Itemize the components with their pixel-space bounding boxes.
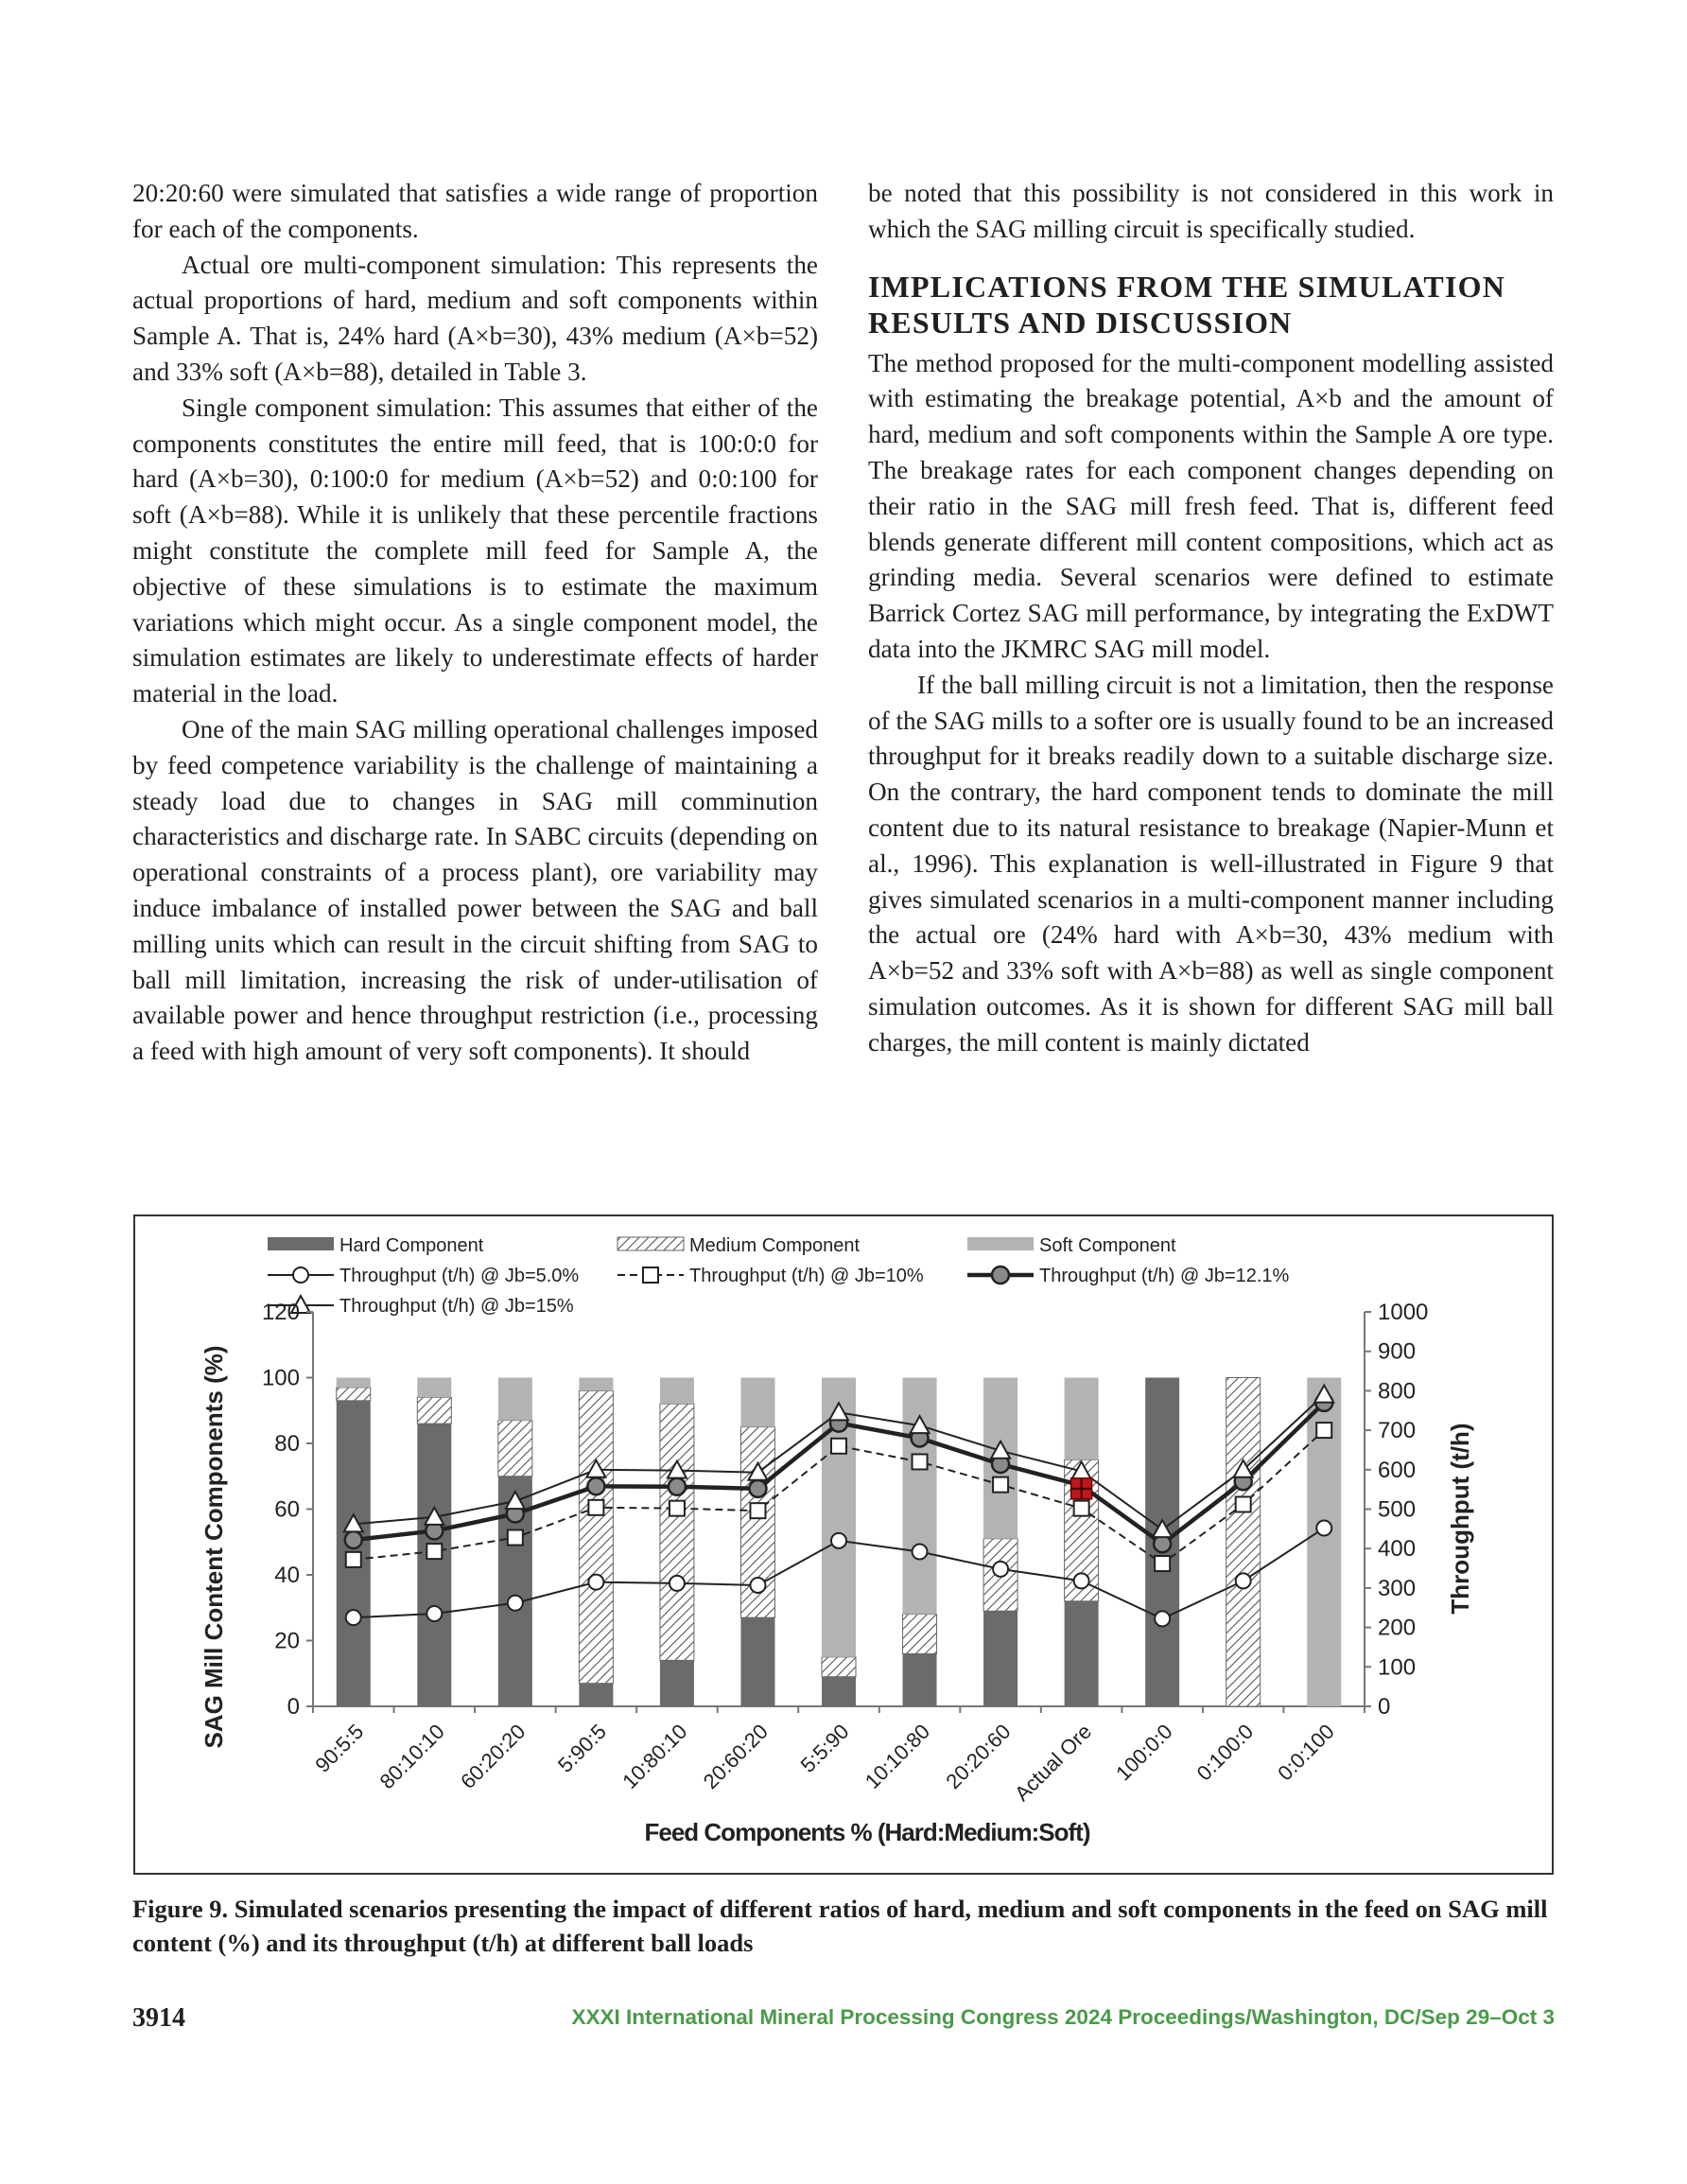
chart-legend bbox=[268, 1235, 1290, 1317]
legend-label: Throughput (t/h) @ Jb=5.0% bbox=[339, 1266, 580, 1286]
x-category-label: 20:60:20 bbox=[698, 1719, 773, 1794]
y-tick-label-left: 120 bbox=[261, 1300, 300, 1325]
x-category-label: 10:80:10 bbox=[617, 1719, 692, 1794]
paragraph: One of the main SAG milling operational challenges imposed by feed competence variability is the challenge of maintaining a steady load due to changes in SAG mill comminution characteristics and discharge rate. In SABC circuits (depending on operational constraints of a process plant), ore variability may induce imbalance of installed power between the SAG and ball milling units which can result in the circuit shifting from SAG to ball mill limitation, increasing the risk of under-utilisation of available power and hence throughput restriction (i.e., processing a feed with high amount of very soft components). It should bbox=[132, 714, 818, 1066]
bar-segment bbox=[337, 1388, 371, 1401]
bar-segment bbox=[417, 1378, 451, 1398]
y-tick-label-right: 700 bbox=[1378, 1418, 1417, 1444]
y-tick-label-right: 600 bbox=[1378, 1457, 1417, 1483]
y-tick-label-left: 0 bbox=[287, 1694, 300, 1720]
y-tick-label-right: 400 bbox=[1378, 1536, 1417, 1563]
line-point bbox=[1316, 1423, 1331, 1438]
line-point bbox=[426, 1606, 442, 1621]
legend-label: Soft Component bbox=[1039, 1235, 1176, 1256]
y-tick-label-right: 1000 bbox=[1378, 1300, 1429, 1325]
x-category-label: 20:20:60 bbox=[941, 1719, 1016, 1794]
bar-segment bbox=[660, 1660, 694, 1706]
y-axis-title-left: SAG Mill Content Components (%) bbox=[200, 1345, 228, 1749]
bar-segment bbox=[660, 1404, 694, 1660]
x-category-label: 0:0:100 bbox=[1273, 1719, 1339, 1786]
line-point bbox=[831, 1439, 846, 1454]
bar-segment bbox=[822, 1677, 856, 1706]
line-point bbox=[643, 1267, 658, 1283]
line-point bbox=[1155, 1611, 1170, 1626]
bar-segment bbox=[740, 1378, 774, 1427]
paragraph: Single component simulation: This assumes that either of the components constitutes the entire mill feed, that is 100:0:0 for hard (A×b=30), 0:100:0 for medium (A×b=52) and 0:0:100 for soft (A×b=88). While it is unlikely that these percentile fractions might constitute the complete mill feed for Sample A, the objective of these simulations is to estimate the maximum variations which might occur. As a single component model, the simulation estimates are likely to underestimate effects of harder material in the load. bbox=[132, 393, 818, 708]
line-point bbox=[831, 1533, 846, 1548]
figure-9-chart bbox=[133, 1214, 1554, 1875]
y-tick-label-right: 200 bbox=[1378, 1615, 1417, 1641]
line-point bbox=[426, 1544, 442, 1559]
y-tick-label-right: 800 bbox=[1378, 1378, 1417, 1405]
y-tick-label-right: 0 bbox=[1378, 1694, 1391, 1720]
x-category-label: Actual Ore bbox=[1009, 1719, 1097, 1807]
paragraph: If the ball milling circuit is not a limitation, then the response of the SAG mills to a softer ore is usually found to be an increased throughput for it breaks readily down to a suitable discharge size. On the contrary, the hard component tends to dominate the mill content due to its natural resistance to breakage (Napier-Munn et al., 1996). This explanation is well-illustrated in Figure 9 that gives simulated scenarios in a multi-component manner including the actual ore (24% hard with A×b=30, 43% medium with A×b=52 and 33% soft with A×b=88) as well as single component simulation outcomes. As it is shown for different SAG mill ball charges, the mill content is mainly dictated bbox=[868, 670, 1554, 1057]
x-category-label: 90:5:5 bbox=[310, 1719, 369, 1777]
paragraph: The method proposed for the multi-component modelling assisted with estimating the breakage potential, A×b and the amount of hard, medium and soft components within the Sample A ore type. The breakage rates for each component changes depending on their ratio in the SAG mill fresh feed. That is, different feed blends generate different mill content compositions, which act as grinding media. Several scenarios were defined to estimate Barrick Cortez SAG mill performance, by integrating the ExDWT data into the JKMRC SAG mill model. bbox=[868, 348, 1554, 663]
line-point bbox=[749, 1480, 766, 1497]
line-point bbox=[1316, 1521, 1331, 1536]
line-point bbox=[345, 1531, 362, 1548]
line-point bbox=[588, 1575, 603, 1590]
bar-segment bbox=[1226, 1378, 1261, 1707]
legend-swatch bbox=[967, 1237, 1034, 1250]
y-axis-title-right: Throughput (t/h) bbox=[1446, 1423, 1474, 1615]
y-tick-label-left: 20 bbox=[274, 1628, 300, 1654]
y-tick-label-right: 500 bbox=[1378, 1496, 1417, 1523]
legend-label: Medium Component bbox=[689, 1235, 861, 1256]
line-point bbox=[993, 1477, 1008, 1493]
legend-label: Throughput (t/h) @ Jb=10% bbox=[689, 1266, 924, 1286]
paragraph: be noted that this possibility is not considered in this work in which the SAG milling circuit is specifically studied. bbox=[868, 179, 1554, 243]
legend-label: Hard Component bbox=[339, 1235, 484, 1256]
line-point bbox=[346, 1552, 361, 1567]
bar-segment bbox=[498, 1378, 532, 1421]
bar-segment bbox=[417, 1397, 451, 1424]
line-point bbox=[508, 1530, 523, 1546]
bar-segment bbox=[498, 1421, 532, 1476]
line-point bbox=[913, 1454, 928, 1469]
x-category-label: 5:5:90 bbox=[795, 1719, 854, 1777]
legend-label: Throughput (t/h) @ Jb=12.1% bbox=[1039, 1266, 1290, 1286]
x-category-label: 100:0:0 bbox=[1111, 1719, 1177, 1786]
y-tick-label-right: 300 bbox=[1378, 1575, 1417, 1601]
bar-segment bbox=[417, 1424, 451, 1706]
line-point bbox=[992, 1267, 1009, 1284]
bar-segment bbox=[903, 1653, 937, 1706]
bar-segment bbox=[903, 1615, 937, 1654]
line-point bbox=[750, 1503, 765, 1518]
y-tick-label-left: 60 bbox=[274, 1496, 300, 1523]
bar-segment bbox=[740, 1617, 774, 1706]
bar-segment bbox=[579, 1378, 613, 1391]
bar-segment bbox=[903, 1378, 937, 1615]
line-point bbox=[913, 1545, 928, 1560]
x-category-label: 5:90:5 bbox=[552, 1719, 611, 1777]
bar-segment bbox=[983, 1611, 1017, 1706]
y-tick-label-right: 900 bbox=[1378, 1338, 1417, 1365]
line-point bbox=[1074, 1573, 1089, 1588]
line-point bbox=[508, 1596, 523, 1611]
x-axis-title: Feed Components % (Hard:Medium:Soft) bbox=[644, 1818, 1090, 1846]
line-point bbox=[293, 1267, 308, 1283]
x-category-label: 10:10:80 bbox=[860, 1719, 935, 1794]
x-category-label: 80:10:10 bbox=[374, 1719, 449, 1794]
bar-segment bbox=[579, 1684, 613, 1706]
x-category-label: 60:20:20 bbox=[456, 1719, 530, 1794]
bar-segment bbox=[822, 1657, 856, 1677]
paragraph: Actual ore multi-component simulation: This represents the actual proportions of hard, medium and soft components within Sample A. That is, 24% hard (A×b=30), 43% medium (A×b=52) and 33% soft (A×b=88), detailed in Table 3. bbox=[132, 250, 818, 386]
running-footer: XXXI International Mineral Processing Congress 2024 Proceedings/Washington, DC/Sep 29–Oct 3 bbox=[571, 2005, 1555, 2029]
line-point bbox=[669, 1478, 686, 1495]
x-category-label: 0:100:0 bbox=[1191, 1719, 1259, 1786]
line-point bbox=[670, 1576, 685, 1591]
figure-caption: Figure 9. Simulated scenarios presenting the impact of different ratios of hard, medium and soft components in the feed on SAG mill content (%) and its throughput (t/h) at different ball loads bbox=[132, 1895, 1548, 1957]
y-tick-label-right: 100 bbox=[1378, 1654, 1417, 1681]
line-point bbox=[1236, 1496, 1251, 1511]
line-point bbox=[1155, 1556, 1170, 1571]
line-point bbox=[993, 1562, 1008, 1577]
line-point bbox=[346, 1610, 361, 1625]
paragraph: 20:20:60 were simulated that satisfies a wide range of proportion for each of the components. bbox=[132, 179, 818, 243]
y-tick-label-left: 40 bbox=[274, 1563, 300, 1588]
legend-swatch bbox=[617, 1237, 684, 1250]
line-point bbox=[750, 1578, 765, 1593]
section-heading: IMPLICATIONS FROM THE SIMULATION RESULTS AND DISCUSSION bbox=[868, 269, 1506, 340]
line-point bbox=[1236, 1573, 1251, 1588]
bar-segment bbox=[1065, 1601, 1099, 1706]
bar-segment bbox=[337, 1378, 371, 1388]
bar-segment bbox=[579, 1390, 613, 1683]
bar-segment bbox=[660, 1378, 694, 1405]
legend-swatch bbox=[268, 1237, 334, 1250]
right-column bbox=[868, 176, 1554, 1061]
line-point bbox=[588, 1500, 603, 1515]
y-tick-label-left: 100 bbox=[261, 1365, 300, 1391]
line-point bbox=[1074, 1501, 1089, 1516]
bar-segment bbox=[1065, 1378, 1099, 1460]
y-tick-label-left: 80 bbox=[274, 1431, 300, 1457]
line-point bbox=[587, 1477, 604, 1494]
chart-svg bbox=[135, 1216, 1552, 1873]
line-point bbox=[670, 1501, 685, 1516]
page-number: 3914 bbox=[132, 2003, 185, 2033]
left-column bbox=[132, 176, 818, 1070]
legend-label: Throughput (t/h) @ Jb=15% bbox=[339, 1296, 574, 1317]
